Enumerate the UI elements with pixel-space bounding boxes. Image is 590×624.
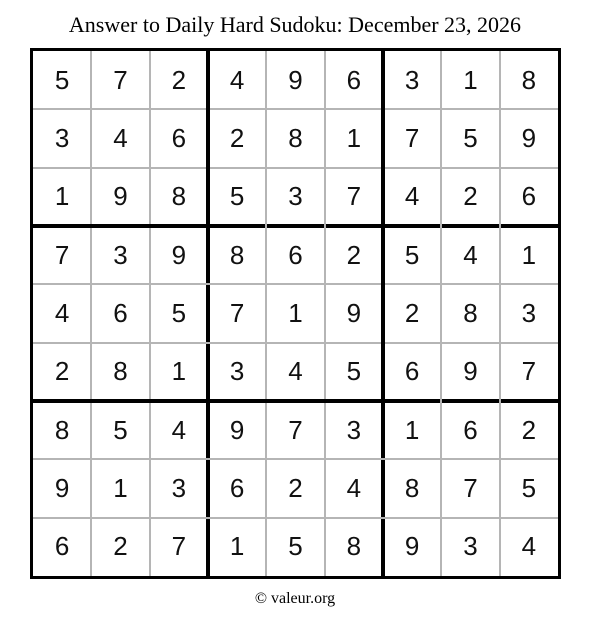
- sudoku-cell-r5c9: 3: [521, 297, 537, 328]
- sudoku-cell-r5c6: 9: [346, 297, 362, 328]
- sudoku-cell-r6c1: 2: [54, 356, 70, 387]
- sudoku-cell-r1c6: 6: [346, 64, 362, 95]
- sudoku-cell-r8c6: 4: [346, 472, 362, 503]
- sudoku-cell-r6c2: 8: [113, 356, 128, 387]
- sudoku-cell-r1c1: 5: [54, 64, 70, 95]
- sudoku-cell-r3c5: 3: [288, 181, 303, 212]
- sudoku-cell-r2c6: 1: [346, 122, 362, 153]
- sudoku-cell-r9c9: 4: [521, 531, 537, 562]
- sudoku-cell-r9c4: 1: [229, 531, 245, 562]
- sudoku-cell-r5c3: 5: [171, 297, 187, 328]
- sudoku-cell-r7c5: 7: [288, 414, 303, 445]
- sudoku-cell-r7c8: 6: [463, 414, 478, 445]
- sudoku-cell-r6c6: 5: [346, 356, 362, 387]
- sudoku-cell-r1c8: 1: [463, 64, 478, 95]
- sudoku-cell-r2c9: 9: [521, 122, 537, 153]
- sudoku-cell-r4c3: 9: [171, 239, 187, 270]
- sudoku-cell-r8c8: 7: [463, 472, 478, 503]
- sudoku-cell-r8c5: 2: [288, 472, 303, 503]
- copyright-footer: © valeur.org: [254, 590, 336, 607]
- sudoku-cell-r2c5: 8: [288, 122, 303, 153]
- sudoku-cell-r9c2: 2: [113, 531, 128, 562]
- sudoku-cell-r3c6: 7: [346, 181, 362, 212]
- sudoku-cell-r4c1: 7: [54, 239, 70, 270]
- sudoku-cell-r2c7: 7: [404, 122, 420, 153]
- sudoku-cell-r1c2: 7: [113, 64, 128, 95]
- sudoku-cell-r1c9: 8: [521, 64, 537, 95]
- sudoku-cell-r1c5: 9: [288, 64, 303, 95]
- sudoku-cell-r8c1: 9: [54, 472, 70, 503]
- sudoku-cell-r2c1: 3: [54, 122, 70, 153]
- sudoku-cell-r4c4: 8: [229, 239, 245, 270]
- sudoku-cell-r4c5: 6: [288, 239, 303, 270]
- sudoku-cell-r9c1: 6: [54, 531, 70, 562]
- sudoku-cell-r2c4: 2: [229, 122, 245, 153]
- sudoku-cell-r8c9: 5: [521, 472, 537, 503]
- sudoku-cell-r4c7: 5: [404, 239, 420, 270]
- sudoku-cell-r3c3: 8: [171, 181, 187, 212]
- sudoku-cell-r4c9: 1: [521, 239, 537, 270]
- sudoku-board: [30, 48, 561, 579]
- sudoku-cell-r3c2: 9: [113, 181, 128, 212]
- sudoku-cell-r7c6: 3: [346, 414, 362, 445]
- sudoku-cell-r9c7: 9: [404, 531, 420, 562]
- sudoku-cell-r1c3: 2: [171, 64, 187, 95]
- sudoku-cell-r9c3: 7: [171, 531, 187, 562]
- sudoku-cell-r6c9: 7: [521, 356, 537, 387]
- sudoku-cell-r9c5: 5: [288, 531, 303, 562]
- sudoku-cell-r6c3: 1: [171, 356, 187, 387]
- sudoku-cell-r3c4: 5: [229, 181, 245, 212]
- sudoku-cell-r8c3: 3: [171, 472, 187, 503]
- sudoku-cell-r2c8: 5: [463, 122, 478, 153]
- sudoku-cell-r4c6: 2: [346, 239, 362, 270]
- sudoku-cell-r3c7: 4: [404, 181, 420, 212]
- sudoku-cell-r7c2: 5: [113, 414, 128, 445]
- sudoku-cell-r7c7: 1: [404, 414, 420, 445]
- sudoku-cell-r5c5: 1: [288, 297, 303, 328]
- sudoku-cell-r2c2: 4: [113, 122, 128, 153]
- sudoku-cell-r7c9: 2: [521, 414, 537, 445]
- sudoku-cell-r6c7: 6: [404, 356, 420, 387]
- sudoku-cell-r9c6: 8: [346, 531, 362, 562]
- page-title: Answer to Daily Hard Sudoku: December 23, 2026: [68, 12, 522, 37]
- sudoku-cell-r2c3: 6: [171, 122, 187, 153]
- sudoku-cell-r5c8: 8: [463, 297, 478, 328]
- sudoku-cell-r7c3: 4: [171, 414, 187, 445]
- sudoku-cell-r9c8: 3: [463, 531, 478, 562]
- sudoku-cell-r7c4: 9: [229, 414, 245, 445]
- sudoku-cell-r3c8: 2: [463, 181, 478, 212]
- sudoku-cell-r6c5: 4: [288, 356, 303, 387]
- sudoku-cell-r6c8: 9: [463, 356, 478, 387]
- sudoku-cell-r4c8: 4: [463, 239, 478, 270]
- sudoku-cell-r7c1: 8: [54, 414, 70, 445]
- sudoku-cell-r1c7: 3: [404, 64, 420, 95]
- sudoku-cell-r3c9: 6: [521, 181, 537, 212]
- sudoku-cell-r5c2: 6: [113, 297, 128, 328]
- sudoku-cell-r3c1: 1: [54, 181, 70, 212]
- sudoku-cell-r6c4: 3: [229, 356, 245, 387]
- sudoku-cell-r5c1: 4: [54, 297, 70, 328]
- sudoku-cell-r5c7: 2: [404, 297, 420, 328]
- sudoku-cell-r5c4: 7: [229, 297, 245, 328]
- sudoku-cell-r8c7: 8: [404, 472, 420, 503]
- sudoku-cell-r8c2: 1: [113, 472, 128, 503]
- sudoku-cell-r8c4: 6: [229, 472, 245, 503]
- sudoku-cell-r4c2: 3: [113, 239, 128, 270]
- sudoku-cell-r1c4: 4: [229, 64, 245, 95]
